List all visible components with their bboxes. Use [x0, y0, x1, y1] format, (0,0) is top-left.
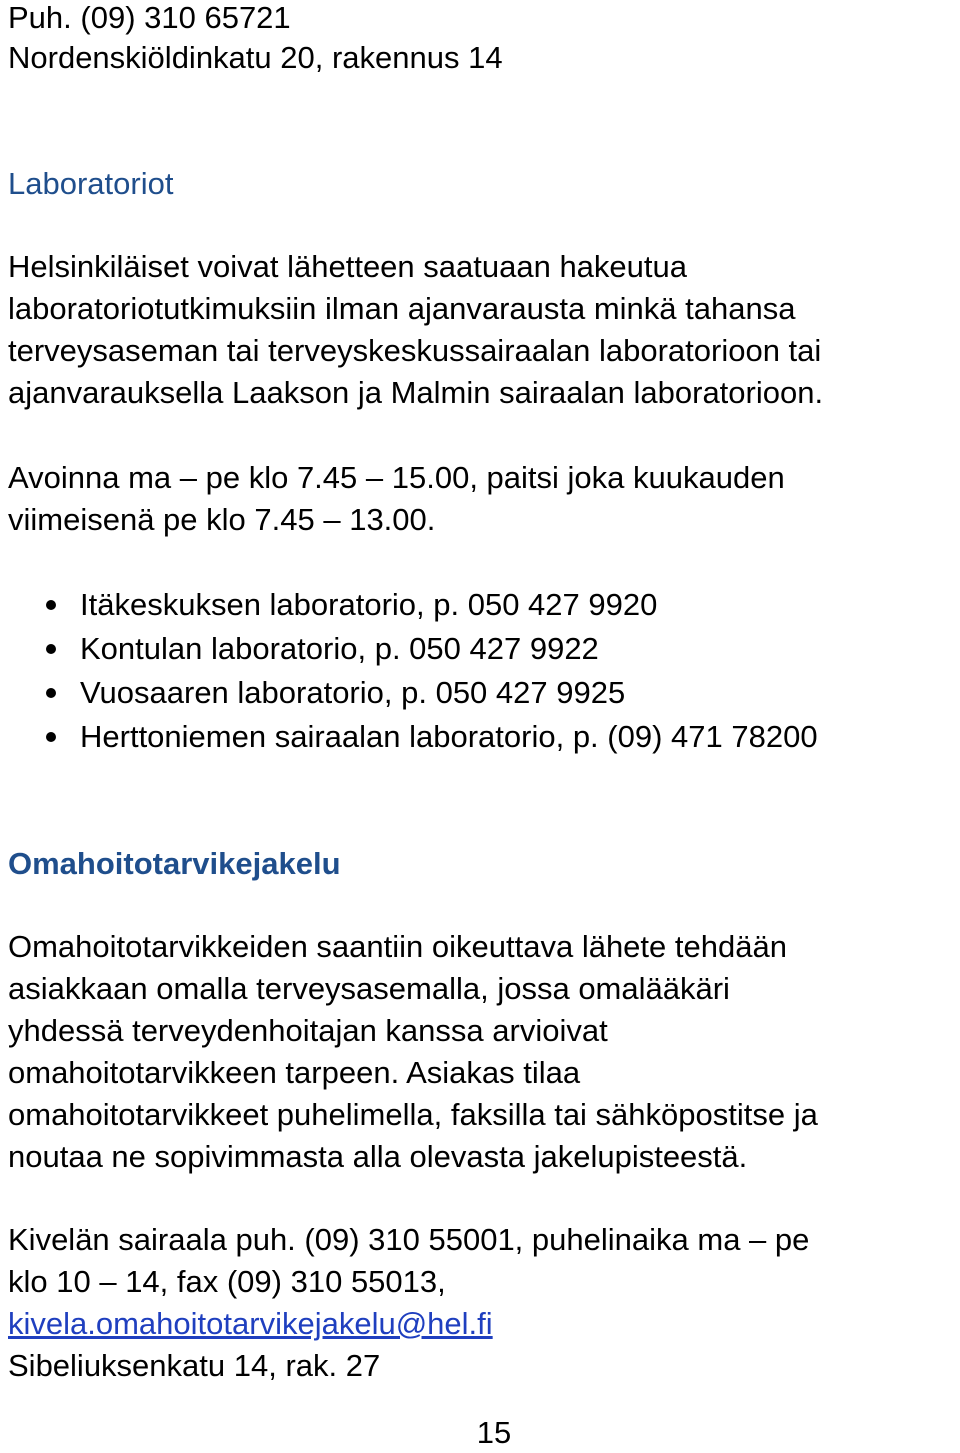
list-item-text: Itäkeskuksen laboratorio, p. 050 427 9920 [80, 587, 658, 622]
kivela-email-link[interactable]: kivela.omahoitotarvikejakelu@hel.fi [8, 1306, 493, 1341]
self-care-paragraph-line: Omahoitotarvikkeiden saantiin oikeuttava lähete tehdään [8, 929, 787, 964]
bullet-icon [46, 732, 56, 742]
self-care-heading: Omahoitotarvikejakelu [8, 846, 341, 881]
laboratories-hours-line: viimeisenä pe klo 7.45 – 13.00. [8, 502, 436, 537]
laboratories-heading: Laboratoriot [8, 166, 174, 201]
contact-phone-line: Puh. (09) 310 65721 [8, 0, 291, 35]
kivela-email-line [8, 1306, 493, 1342]
laboratories-hours-line: Avoinna ma – pe klo 7.45 – 15.00, paitsi joka kuukauden [8, 460, 785, 495]
self-care-paragraph-line: asiakkaan omalla terveysasemalla, jossa omalääkäri [8, 971, 730, 1006]
list-item-text: Kontulan laboratorio, p. 050 427 9922 [80, 631, 599, 666]
self-care-paragraph-line: omahoitotarvikkeet puhelimella, faksilla tai sähköpostitse ja [8, 1097, 818, 1132]
self-care-paragraph-line: noutaa ne sopivimmasta alla olevasta jakelupisteestä. [8, 1139, 748, 1174]
self-care-paragraph-line: yhdessä terveydenhoitajan kanssa arvioivat [8, 1013, 608, 1048]
kivela-contact-line: Kivelän sairaala puh. (09) 310 55001, puhelinaika ma – pe [8, 1222, 810, 1257]
self-care-paragraph-line: omahoitotarvikkeen tarpeen. Asiakas tilaa [8, 1055, 581, 1090]
kivela-contact-line: klo 10 – 14, fax (09) 310 55013, [8, 1264, 446, 1299]
laboratories-paragraph-line: terveysaseman tai terveyskeskussairaalan laboratorioon tai [8, 333, 822, 368]
page-number: 15 [476, 1415, 512, 1450]
bullet-icon [46, 600, 56, 610]
list-item-text: Herttoniemen sairaalan laboratorio, p. (09) 471 78200 [80, 719, 818, 754]
laboratories-paragraph-line: laboratoriotutkimuksiin ilman ajanvarausta minkä tahansa [8, 291, 796, 326]
bullet-icon [46, 644, 56, 654]
laboratories-paragraph-line: Helsinkiläiset voivat lähetteen saatuaan hakeutua [8, 249, 688, 284]
list-item-text: Vuosaaren laboratorio, p. 050 427 9925 [80, 675, 626, 710]
bullet-icon [46, 688, 56, 698]
laboratories-paragraph-line: ajanvarauksella Laakson ja Malmin sairaalan laboratorioon. [8, 375, 824, 410]
contact-address-line: Nordenskiöldinkatu 20, rakennus 14 [8, 40, 503, 75]
kivela-address-line: Sibeliuksenkatu 14, rak. 27 [8, 1348, 381, 1383]
